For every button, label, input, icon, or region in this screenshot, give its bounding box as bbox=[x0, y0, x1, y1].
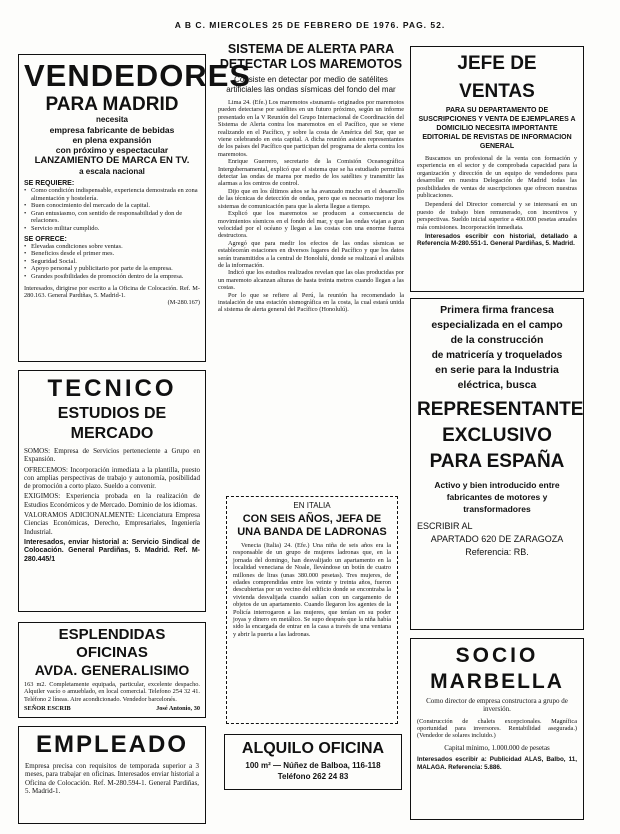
ad-title: SOCIO bbox=[455, 644, 539, 667]
ad-big-title: REPRESENTANTE bbox=[417, 399, 584, 420]
ad-paragraph: Buscamos un profesional de la venta con formación y experiencia en el sector y de comprobada capacidad para la organización y dirección de un equipo de vendedores para desarrollar en nuestra Delegación de Madrid todas las posibilidades de ventas de suscripciones que ofrecen nuestras publicaciones. bbox=[417, 155, 577, 200]
article-maremotos bbox=[218, 42, 404, 314]
article-paragraph: Lima 24. (Efe.) Los maremotos «tsunami» originados por maremotos pueden detectarse por satélites en un futuro próximo, según un informe presentado en la V Reunión del Grupo Internacional de Coordinación del Sistema de Alerta contra los maremotos en el Pacífico, que se viene realizando en el Pacífico, y sobre la costa de América del Sur, que se viene celebrando en esta capital. A dicha reunión asisten representantes de los países del Pacífico que participan del programa de alerta contra los maremotos. bbox=[218, 99, 404, 158]
article-title: SISTEMA DE ALERTA PARA DETECTAR LOS MAREMOTOS bbox=[219, 42, 403, 71]
ad-footer: Interesados escribir a: Publicidad ALAS, Balbo, 11, MALAGA. Referencia: 5.886. bbox=[417, 756, 577, 771]
ad-subtitle: MARBELLA bbox=[430, 670, 564, 693]
ad-title: ESPLENDIDAS OFICINAS bbox=[58, 626, 166, 661]
ad-oficinas bbox=[18, 622, 206, 718]
ad-line: LANZAMIENTO DE MARCA EN TV. bbox=[34, 155, 190, 166]
offers-list bbox=[24, 243, 200, 281]
ad-vendedores bbox=[18, 54, 252, 362]
article-paragraph: Enrique Guerrero, secretario de la Comisión Oceanográfica Intergubernamental, explicó que el sistema que se ha estudiado permitirá detectar las ondas de marea por medio de los satélites y transmitir las alarmas a los centros de control. bbox=[218, 158, 404, 188]
article-paragraph: Agregó que para medir los efectos de las ondas sísmicas se establecerán estaciones en diversos lugares del Pacífico y que los datos serán transmitidos a la central de Honolulú, donde se realizará el análisis de la información. bbox=[218, 239, 404, 269]
ad-tecnico bbox=[18, 370, 206, 612]
ad-title: EMPLEADO bbox=[35, 731, 188, 758]
ad-line: especializada en el campo bbox=[431, 319, 563, 331]
ad-ref: Referencia: RB. bbox=[465, 547, 529, 557]
ad-address: APARTADO 620 DE ZARAGOZA bbox=[430, 534, 564, 544]
ad-title: TECNICO bbox=[47, 375, 177, 402]
ad-subtitle: AVDA. GENERALISIMO bbox=[34, 662, 190, 678]
ad-address: 100 m² — Núñez de Balboa, 116-118 bbox=[245, 761, 381, 770]
article-paragraph: Por lo que se refiere al Perú, la reunión ha recomendado la instalación de una estación sismográfica en la costa, la cual estará unida al sistema de alerta general del Pacífico (Honolulú). bbox=[218, 291, 404, 314]
ad-subtitle: ESTUDIOS DE MERCADO bbox=[57, 405, 167, 442]
article-paragraph: Venecia (Italia) 24. (Efe.) Una niña de seis años era la responsable de un grupo de mujeres ladronas que, en la jornada del domingo, han desvalijado un apartamento en la localidad veneciana de Noale, llevándose un botín de cuatro millones de liras (unas 380.000 pesetas). Tres mujeres, de edades comprendidas entre los veinte y treinta años, fueron descubiertas por un vecino del edificio donde se encontraba la vivienda desvalijada cuando salían con un cargamento de objetos de un apartamento. Cuando llegaron los agentes de la Policía interrogaron a las mujeres, que tenían en su poder joyas y dinero en metálico. Se supo después que la niña había sido la encargada de entrar en la casa a través de una ventana y abrir la puerta a las ladronas. bbox=[233, 542, 391, 638]
article-paragraph: Explicó que los maremotos se producen a consecuencia de movimientos sísmicos en el fondo del mar, y que las ondas viajan a gran velocidad por el océano y llegan a las costas con una enorme fuerza destructora. bbox=[218, 210, 404, 240]
article-tag: EN ITALIA bbox=[293, 501, 331, 510]
article-lead: Consiste en detectar por medio de satélites artificiales las ondas sísmicas del fondo del mar bbox=[226, 75, 396, 94]
ad-line: empresa fabricante de bebidas bbox=[49, 125, 175, 135]
ad-title: ALQUILO OFICINA bbox=[241, 740, 385, 757]
article-paragraph: Dijo que en los últimos años se ha avanzado mucho en el desarrollo de las técnicas de detección de ondas, pero que es necesario mejorar los sistemas de comunicación para que la alerta llegue a tiempo. bbox=[218, 187, 404, 210]
ad-paragraph: Empresa precisa con requisitos de temporada superior a 3 meses, para trabajar en oficinas. Interesados enviar historial a Oficina de Colocación. Ref. M-280.594-1. General Pardiñas, 5. Madrid-1. bbox=[25, 762, 199, 795]
ad-subtitle: PARA MADRID bbox=[45, 94, 179, 115]
ad-phone: Teléfono 262 24 83 bbox=[277, 772, 349, 781]
ad-line: eléctrica, busca bbox=[457, 379, 537, 391]
ad-ref: SEÑOR ESCRIB bbox=[24, 705, 71, 713]
ad-footer: Interesados escribir con historial, detallado a Referencia M-280.551-1. General Pardiñas, 5. Madrid. bbox=[417, 233, 577, 248]
list-item: • Gran entusiasmo, con sentido de responsabilidad y don de relaciones. bbox=[24, 210, 200, 225]
section-heading: SE REQUIERE: bbox=[24, 180, 75, 187]
ad-paragraph: (Construcción de chalets excepcionales. Magnífica oportunidad para inversores. Rentabilidad asegurada.) (Vendedor de solares incluido.) bbox=[417, 717, 577, 740]
ad-line: Como director de empresa constructora a grupo de inversión. bbox=[426, 697, 568, 714]
ad-line: ESCRIBIR AL bbox=[417, 521, 473, 531]
article-title: CON SEIS AÑOS, JEFA DE UNA BANDA DE LADRONAS bbox=[237, 513, 387, 538]
ad-line: de la construcción bbox=[450, 334, 544, 346]
ad-subtitle: PARA SU DEPARTAMENTO DE SUSCRIPCIONES Y VENTA DE EJEMPLARES A DOMICILIO NECESITA IMPORTANTE EDITORIAL DE REVISTAS DE INFORMACION GENERAL bbox=[418, 107, 576, 150]
ad-line: con próximo y espectacular bbox=[55, 145, 169, 155]
ad-paragraph: EXIGIMOS: Experiencia probada en la realización de Estudios Económicos y de Mercado. Dominio de los idiomas. bbox=[24, 492, 200, 509]
ad-empleado bbox=[18, 726, 206, 824]
ad-line: transformadores bbox=[463, 504, 531, 514]
ad-title: VENDEDORES bbox=[24, 58, 252, 93]
list-item: • Buen conocimiento del mercado de la capital. bbox=[24, 202, 200, 210]
ad-address: José Antonio, 30 bbox=[156, 705, 200, 713]
article-italia bbox=[226, 496, 398, 724]
ad-ref: (M-280.167) bbox=[167, 299, 200, 307]
ad-line: Primera firma francesa bbox=[440, 304, 554, 316]
ad-paragraph: SOMOS: Empresa de Servicios perteneciente a Grupo en Expansión. bbox=[24, 447, 200, 464]
ad-socio bbox=[410, 638, 584, 820]
list-item: • Seguridad Social. bbox=[24, 258, 200, 266]
ad-line: Activo y bien introducido entre bbox=[434, 480, 560, 490]
ad-line: de matricería y troquelados bbox=[431, 350, 563, 361]
ad-big-title: EXCLUSIVO bbox=[442, 425, 552, 446]
ad-footer: Interesados, enviar historial a: Servicio Sindical de Colocación. General Pardiñas, 5. Madrid. Ref. M-280.445/1 bbox=[24, 538, 200, 563]
ad-line: en serie para la Industria bbox=[435, 364, 559, 376]
ad-paragraph: 163 m2. Completamente equipada, particular, excelente despacho. Alquiler vacío o amueblado, en local comercial. Telefono 254 32 41. Teléfono 2 líneas. Aire acondicionado. Vendedor barcelonés. bbox=[24, 681, 200, 703]
ad-representante bbox=[410, 298, 584, 630]
ad-alquiler bbox=[224, 734, 402, 790]
ad-line: necesita bbox=[95, 115, 129, 124]
list-item: • Como condición indispensable, experiencia demostrada en zona alimentación y hostelería. bbox=[24, 187, 200, 202]
ad-line: en plena expansión bbox=[72, 135, 152, 145]
ad-title: JEFE DE VENTAS bbox=[457, 53, 537, 102]
list-item: • Grandes posibilidades de promoción dentro de la empresa. bbox=[24, 273, 200, 281]
ad-ref-row bbox=[24, 705, 200, 712]
section-heading: SE OFRECE: bbox=[24, 235, 67, 243]
list-item: • Apoyo personal y publicitario por parte de la empresa. bbox=[24, 265, 200, 273]
ad-paragraph: VALORAMOS ADICIONALMENTE: Licenciatura Empresa Ciencias Económicas, Derecho, Empresariales, Ingeniería Industrial. bbox=[24, 511, 200, 536]
ad-paragraph: OFRECEMOS: Incorporación inmediata a la plantilla, puesto con amplias perspectivas de trabajo y autonomía, posibilidad de promoción a corto plazo. Sueldo a convenir. bbox=[24, 465, 200, 491]
ad-paragraph: Dependerá del Director comercial y se interesará en un puesto de trabajo bien remunerado, con incentivos y perspectivas. Sueldo inicial superior a 400.000 pesetas anuales más comisiones. Incorporación inmediata. bbox=[417, 201, 577, 231]
requirements-list bbox=[24, 187, 200, 233]
article-paragraph: Indicó que los estudios realizados revelan que las olas producidas por un maremoto alcanzan alturas de hasta treinta metros cuando llegan a las costas. bbox=[218, 269, 404, 292]
ad-jefe-ventas bbox=[410, 46, 584, 292]
list-item: • Servicio militar cumplido. bbox=[24, 225, 200, 233]
ad-line: a escala nacional bbox=[79, 167, 145, 176]
list-item: • Beneficios desde el primer mes. bbox=[24, 250, 200, 258]
ad-line: Capital mínimo, 1.000.000 de pesetas bbox=[444, 743, 550, 752]
list-item: • Elevadas condiciones sobre ventas. bbox=[24, 243, 200, 251]
ad-big-title: PARA ESPAÑA bbox=[429, 451, 565, 472]
ad-footer: Interesados, dirigirse por escrito a la Oficina de Colocación. Ref. M-280.163. General Pardiñas, 5. Madrid-1. bbox=[24, 284, 200, 299]
ad-line: fabricantes de motores y bbox=[446, 492, 548, 502]
page-header: A B C. MIERCOLES 25 DE FEBRERO DE 1976. PAG. 52. bbox=[174, 20, 446, 30]
